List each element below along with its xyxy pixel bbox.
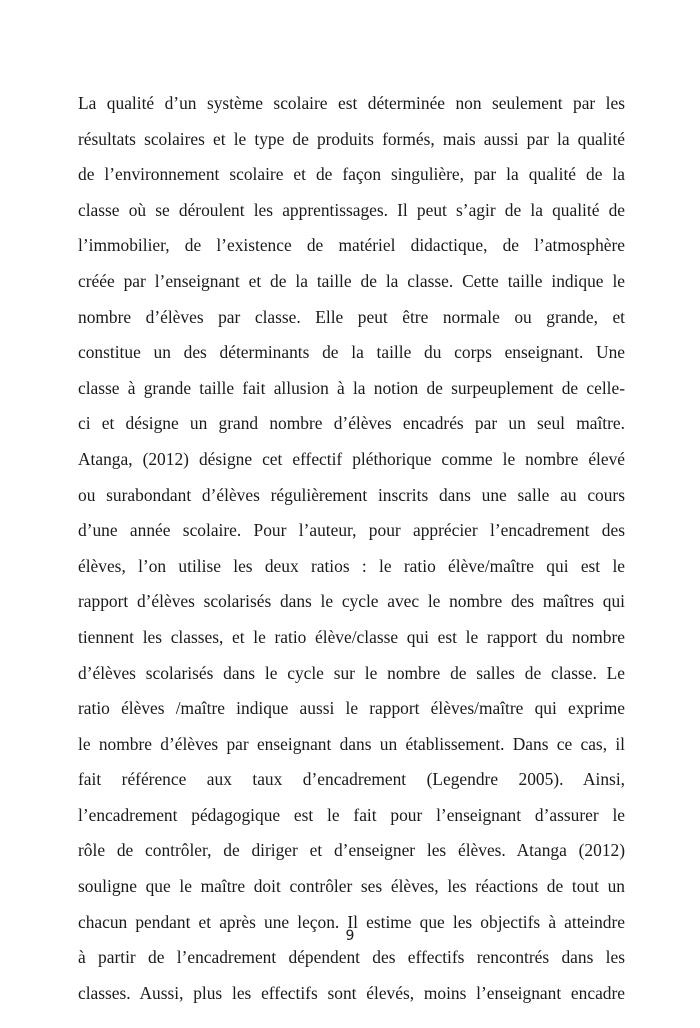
text-line-26: classes. Aussi, plus les effectifs sont élevés, moins l’enseignant encadre [78,982,625,1003]
text-line-6: créée par l’enseignant et de la taille de la classe. Cette taille indique le [78,270,625,291]
text-line-1: La qualité d’un système scolaire est déterminée non seulement par les [78,93,625,113]
text-line-15: rapport d’élèves scolarisés dans le cycle avec le nombre des maîtres qui [78,591,625,612]
text-line-17: d’élèves scolarisés dans le cycle sur le nombre de salles de classe. Le [78,662,625,683]
text-line-2: résultats scolaires et le type de produits formés, mais aussi par la qualité [78,128,625,149]
text-line-12: ou surabondant d’élèves régulièrement inscrits dans une salle au cours [78,484,625,505]
text-line-21: l’encadrement pédagogique est le fait pour l’enseignant d’assurer le [78,804,625,825]
paragraph [78,86,625,1011]
text-line-4: classe où se déroulent les apprentissages. Il peut s’agir de la qualité de [78,199,625,220]
text-line-25: à partir de l’encadrement dépendent des effectifs rencontrés dans les [78,947,625,968]
text-line-18: ratio élèves /maître indique aussi le rapport élèves/maître qui exprime [78,698,625,719]
text-line-24: chacun pendant et après une leçon. Il estime que les objectifs à atteindre [78,911,625,932]
text-line-7: nombre d’élèves par classe. Elle peut être normale ou grande, et [78,306,625,327]
text-line-19: le nombre d’élèves par enseignant dans un établissement. Dans ce cas, il [78,733,625,754]
text-line-14: élèves, l’on utilise les deux ratios : le ratio élève/maître qui est le [78,555,625,576]
text-line-23: souligne que le maître doit contrôler ses élèves, les réactions de tout un [78,876,625,897]
text-line-20: fait référence aux taux d’encadrement (Legendre 2005). Ainsi, [78,769,625,790]
text-line-16: tiennent les classes, et le ratio élève/classe qui est le rapport du nombre [78,626,625,647]
text-line-8: constitue un des déterminants de la taille du corps enseignant. Une [78,342,625,363]
text-line-5: l’immobilier, de l’existence de matériel didactique, de l’atmosphère [78,235,625,256]
text-line-10: ci et désigne un grand nombre d’élèves encadrés par un seul maître. [78,413,625,434]
text-line-22: rôle de contrôler, de diriger et d’enseigner les élèves. Atanga (2012) [78,840,625,861]
text-line-11: Atanga, (2012) désigne cet effectif pléthorique comme le nombre élevé [78,448,625,469]
text-line-9: classe à grande taille fait allusion à la notion de surpeuplement de celle- [78,377,625,398]
text-line-3: de l’environnement scolaire et de façon singulière, par la qualité de la [78,164,625,185]
text-line-13: d’une année scolaire. Pour l’auteur, pour apprécier l’encadrement des [78,520,625,541]
page-number: 9 [345,928,355,944]
